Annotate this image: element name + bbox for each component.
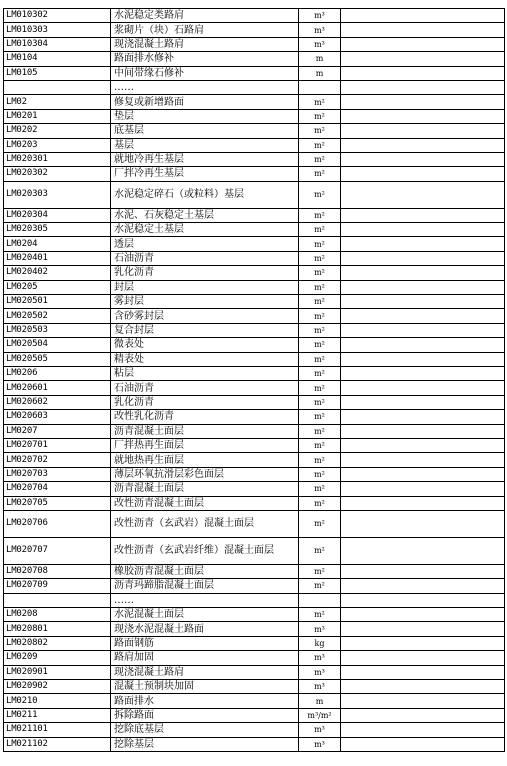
item-name-cell: 挖除底基层 xyxy=(111,723,299,737)
item-unit-cell: m xyxy=(299,66,341,80)
table-row xyxy=(4,338,505,352)
item-note-cell xyxy=(341,9,505,23)
item-note-cell xyxy=(341,208,505,222)
table-row xyxy=(4,23,505,37)
item-unit-cell: m² xyxy=(299,424,341,438)
item-name-cell: 透层 xyxy=(111,237,299,251)
table-row xyxy=(4,9,505,23)
table-row xyxy=(4,579,505,593)
table-row xyxy=(4,608,505,622)
item-note-cell xyxy=(341,651,505,665)
item-code-cell: LM010302 xyxy=(4,9,111,23)
item-code-cell: LM020603 xyxy=(4,410,111,424)
item-note-cell xyxy=(341,694,505,708)
item-unit-cell: m² xyxy=(299,251,341,265)
item-note-cell xyxy=(341,223,505,237)
item-note-cell xyxy=(341,352,505,366)
item-unit-cell: m² xyxy=(299,266,341,280)
table-row xyxy=(4,564,505,578)
item-code-cell: LM020401 xyxy=(4,251,111,265)
item-code-cell: LM020702 xyxy=(4,453,111,467)
item-name-cell: 改性沥青混凝土面层 xyxy=(111,496,299,510)
table-row xyxy=(4,309,505,323)
item-note-cell xyxy=(341,564,505,578)
item-code-cell: LM020503 xyxy=(4,323,111,337)
item-note-cell xyxy=(341,723,505,737)
item-unit-cell: m² xyxy=(299,438,341,452)
item-name-cell: 石油沥青 xyxy=(111,251,299,265)
item-unit-cell: m² xyxy=(299,482,341,496)
item-unit-cell: kg xyxy=(299,636,341,650)
item-name-cell: 沥青玛蹄脂混凝土面层 xyxy=(111,579,299,593)
table-row xyxy=(4,352,505,366)
item-note-cell xyxy=(341,381,505,395)
item-name-cell: 石油沥青 xyxy=(111,381,299,395)
table-row xyxy=(4,152,505,166)
table-row xyxy=(4,395,505,409)
item-name-cell: 混凝土预制块加固 xyxy=(111,680,299,694)
item-note-cell xyxy=(341,52,505,66)
item-note-cell xyxy=(341,295,505,309)
item-code-cell: LM0211 xyxy=(4,708,111,722)
item-code-cell: LM020305 xyxy=(4,223,111,237)
table-row xyxy=(4,694,505,708)
table-row xyxy=(4,66,505,80)
item-code-cell: LM020709 xyxy=(4,579,111,593)
item-table-body xyxy=(4,9,505,752)
item-code-cell: LM02 xyxy=(4,95,111,109)
table-row xyxy=(4,37,505,51)
item-code-cell: LM0204 xyxy=(4,237,111,251)
table-row xyxy=(4,438,505,452)
item-code-cell: LM020802 xyxy=(4,636,111,650)
item-note-cell xyxy=(341,593,505,607)
item-unit-cell: m² xyxy=(299,95,341,109)
item-note-cell xyxy=(341,37,505,51)
item-name-cell: 路肩加固 xyxy=(111,651,299,665)
item-note-cell xyxy=(341,737,505,751)
table-row xyxy=(4,467,505,481)
item-table-sheet xyxy=(3,8,504,752)
item-name-cell: 路面钢筋 xyxy=(111,636,299,650)
item-note-cell xyxy=(341,323,505,337)
item-note-cell xyxy=(341,309,505,323)
item-unit-cell: m³ xyxy=(299,737,341,751)
item-unit-cell: m² xyxy=(299,152,341,166)
table-row xyxy=(4,737,505,751)
item-unit-cell: m² xyxy=(299,181,341,208)
item-note-cell xyxy=(341,338,505,352)
item-unit-cell: m² xyxy=(299,496,341,510)
item-code-cell: LM020602 xyxy=(4,395,111,409)
item-name-cell: 路面排水修补 xyxy=(111,52,299,66)
item-unit-cell: m³ xyxy=(299,23,341,37)
item-code-cell: LM020304 xyxy=(4,208,111,222)
item-note-cell xyxy=(341,167,505,181)
item-note-cell xyxy=(341,579,505,593)
table-row xyxy=(4,510,505,537)
item-unit-cell: m² xyxy=(299,381,341,395)
item-code-cell: LM0206 xyxy=(4,366,111,380)
item-note-cell xyxy=(341,124,505,138)
item-name-cell: 微表处 xyxy=(111,338,299,352)
item-note-cell xyxy=(341,266,505,280)
item-code-cell xyxy=(4,80,111,94)
item-code-cell: LM0104 xyxy=(4,52,111,66)
item-name-cell: 沥青混凝土面层 xyxy=(111,424,299,438)
item-code-cell: LM0202 xyxy=(4,124,111,138)
table-row xyxy=(4,124,505,138)
item-unit-cell: m³/m² xyxy=(299,708,341,722)
table-row xyxy=(4,138,505,152)
item-name-cell: 橡胶沥青混凝土面层 xyxy=(111,564,299,578)
item-unit-cell: m xyxy=(299,52,341,66)
item-code-cell: LM0210 xyxy=(4,694,111,708)
item-code-cell: LM020302 xyxy=(4,167,111,181)
item-name-cell: 修复或新增路面 xyxy=(111,95,299,109)
item-note-cell xyxy=(341,152,505,166)
item-note-cell xyxy=(341,510,505,537)
item-unit-cell: m² xyxy=(299,280,341,294)
item-unit-cell: m³ xyxy=(299,665,341,679)
item-unit-cell: m² xyxy=(299,537,341,564)
table-row xyxy=(4,366,505,380)
item-name-cell: 复合封层 xyxy=(111,323,299,337)
item-code-cell: LM020502 xyxy=(4,309,111,323)
item-code-cell: LM020708 xyxy=(4,564,111,578)
table-row xyxy=(4,537,505,564)
item-name-cell: 沥青混凝土面层 xyxy=(111,482,299,496)
item-name-cell: 就地热再生面层 xyxy=(111,453,299,467)
item-note-cell xyxy=(341,708,505,722)
item-name-cell: …… xyxy=(111,593,299,607)
table-row xyxy=(4,95,505,109)
item-note-cell xyxy=(341,482,505,496)
item-note-cell xyxy=(341,438,505,452)
item-code-cell: LM0205 xyxy=(4,280,111,294)
item-unit-cell: m² xyxy=(299,608,341,622)
item-name-cell: 厂拌热再生面层 xyxy=(111,438,299,452)
item-code-cell: LM0201 xyxy=(4,109,111,123)
table-row xyxy=(4,237,505,251)
table-row xyxy=(4,266,505,280)
item-note-cell xyxy=(341,138,505,152)
item-note-cell xyxy=(341,410,505,424)
table-row xyxy=(4,651,505,665)
item-code-cell: LM020701 xyxy=(4,438,111,452)
item-name-cell: 改性乳化沥青 xyxy=(111,410,299,424)
item-code-cell: LM0207 xyxy=(4,424,111,438)
item-unit-cell: m³ xyxy=(299,723,341,737)
item-name-cell: 厂拌冷再生基层 xyxy=(111,167,299,181)
item-code-cell: LM020705 xyxy=(4,496,111,510)
item-code-cell: LM0208 xyxy=(4,608,111,622)
table-row xyxy=(4,636,505,650)
item-code-cell: LM021101 xyxy=(4,723,111,737)
item-unit-cell: m² xyxy=(299,124,341,138)
item-code-cell: LM010303 xyxy=(4,23,111,37)
table-row xyxy=(4,723,505,737)
item-code-cell: LM021102 xyxy=(4,737,111,751)
item-name-cell: 水泥稳定土基层 xyxy=(111,223,299,237)
item-note-cell xyxy=(341,366,505,380)
table-row xyxy=(4,593,505,607)
item-note-cell xyxy=(341,467,505,481)
table-row xyxy=(4,622,505,636)
item-code-cell: LM020902 xyxy=(4,680,111,694)
table-row xyxy=(4,109,505,123)
item-unit-cell: m² xyxy=(299,395,341,409)
item-note-cell xyxy=(341,23,505,37)
item-name-cell: 粘层 xyxy=(111,366,299,380)
item-note-cell xyxy=(341,109,505,123)
item-code-cell: LM020801 xyxy=(4,622,111,636)
item-code-cell: LM020704 xyxy=(4,482,111,496)
item-name-cell: 浆砌片（块）石路肩 xyxy=(111,23,299,37)
table-row xyxy=(4,52,505,66)
table-row xyxy=(4,424,505,438)
item-unit-cell: m² xyxy=(299,237,341,251)
item-code-cell: LM020703 xyxy=(4,467,111,481)
item-note-cell xyxy=(341,665,505,679)
table-row xyxy=(4,295,505,309)
item-name-cell: 现浇混凝土路肩 xyxy=(111,665,299,679)
item-unit-cell: m² xyxy=(299,467,341,481)
item-name-cell: 现浇混凝土路肩 xyxy=(111,37,299,51)
item-name-cell: 水泥、石灰稳定土基层 xyxy=(111,208,299,222)
item-unit-cell: m² xyxy=(299,579,341,593)
table-row xyxy=(4,323,505,337)
item-name-cell: 基层 xyxy=(111,138,299,152)
item-note-cell xyxy=(341,636,505,650)
table-row xyxy=(4,482,505,496)
item-name-cell: 就地冷再生基层 xyxy=(111,152,299,166)
table-row xyxy=(4,708,505,722)
item-code-cell: LM020504 xyxy=(4,338,111,352)
item-name-cell: 路面排水 xyxy=(111,694,299,708)
item-note-cell xyxy=(341,608,505,622)
table-row xyxy=(4,680,505,694)
item-unit-cell: m² xyxy=(299,510,341,537)
item-name-cell: 改性沥青（玄武岩纤维）混凝土面层 xyxy=(111,537,299,564)
item-note-cell xyxy=(341,251,505,265)
item-unit-cell: m² xyxy=(299,564,341,578)
item-unit-cell: m² xyxy=(299,109,341,123)
item-code-cell: LM0203 xyxy=(4,138,111,152)
item-unit-cell: m xyxy=(299,694,341,708)
item-name-cell: 拆除路面 xyxy=(111,708,299,722)
table-row xyxy=(4,167,505,181)
item-note-cell xyxy=(341,280,505,294)
item-name-cell: 中间带缘石修补 xyxy=(111,66,299,80)
item-code-cell: LM020303 xyxy=(4,181,111,208)
item-name-cell: 改性沥青（玄武岩）混凝土面层 xyxy=(111,510,299,537)
item-note-cell xyxy=(341,95,505,109)
item-code-cell: LM020707 xyxy=(4,537,111,564)
item-unit-cell: m³ xyxy=(299,680,341,694)
item-note-cell xyxy=(341,181,505,208)
item-note-cell xyxy=(341,680,505,694)
item-unit-cell: m³ xyxy=(299,37,341,51)
item-name-cell: 乳化沥青 xyxy=(111,266,299,280)
item-note-cell xyxy=(341,395,505,409)
item-code-cell: LM010304 xyxy=(4,37,111,51)
table-row xyxy=(4,453,505,467)
item-unit-cell: m³ xyxy=(299,9,341,23)
item-note-cell xyxy=(341,537,505,564)
item-note-cell xyxy=(341,80,505,94)
item-code-cell: LM020901 xyxy=(4,665,111,679)
table-row xyxy=(4,665,505,679)
item-table xyxy=(3,8,505,752)
table-row xyxy=(4,181,505,208)
item-code-cell: LM020301 xyxy=(4,152,111,166)
item-unit-cell xyxy=(299,80,341,94)
item-unit-cell: m³ xyxy=(299,622,341,636)
item-unit-cell: m² xyxy=(299,366,341,380)
item-name-cell: 乳化沥青 xyxy=(111,395,299,409)
item-name-cell: 精表处 xyxy=(111,352,299,366)
item-unit-cell: m² xyxy=(299,167,341,181)
table-row xyxy=(4,208,505,222)
item-unit-cell: m² xyxy=(299,410,341,424)
item-name-cell: 水泥稳定类路肩 xyxy=(111,9,299,23)
item-code-cell: LM020501 xyxy=(4,295,111,309)
item-note-cell xyxy=(341,453,505,467)
item-note-cell xyxy=(341,496,505,510)
item-name-cell: 现浇水泥混凝土路面 xyxy=(111,622,299,636)
item-unit-cell: m² xyxy=(299,295,341,309)
item-code-cell xyxy=(4,593,111,607)
item-code-cell: LM0105 xyxy=(4,66,111,80)
item-code-cell: LM020505 xyxy=(4,352,111,366)
item-name-cell: …… xyxy=(111,80,299,94)
item-note-cell xyxy=(341,237,505,251)
table-row xyxy=(4,381,505,395)
item-unit-cell: m³ xyxy=(299,651,341,665)
table-row xyxy=(4,410,505,424)
item-name-cell: 水泥稳定碎石（或粒料）基层 xyxy=(111,181,299,208)
item-unit-cell: m² xyxy=(299,223,341,237)
item-name-cell: 薄层环氧抗滑层彩色面层 xyxy=(111,467,299,481)
item-name-cell: 含砂雾封层 xyxy=(111,309,299,323)
item-name-cell: 底基层 xyxy=(111,124,299,138)
item-note-cell xyxy=(341,66,505,80)
table-row xyxy=(4,80,505,94)
item-note-cell xyxy=(341,424,505,438)
item-code-cell: LM020706 xyxy=(4,510,111,537)
item-unit-cell: m² xyxy=(299,309,341,323)
item-name-cell: 垫层 xyxy=(111,109,299,123)
item-note-cell xyxy=(341,622,505,636)
table-row xyxy=(4,280,505,294)
item-unit-cell xyxy=(299,593,341,607)
item-unit-cell: m² xyxy=(299,138,341,152)
table-row xyxy=(4,251,505,265)
item-name-cell: 雾封层 xyxy=(111,295,299,309)
item-name-cell: 水泥混凝土面层 xyxy=(111,608,299,622)
item-unit-cell: m² xyxy=(299,352,341,366)
item-unit-cell: m² xyxy=(299,453,341,467)
item-code-cell: LM020402 xyxy=(4,266,111,280)
item-name-cell: 挖除基层 xyxy=(111,737,299,751)
item-name-cell: 封层 xyxy=(111,280,299,294)
item-code-cell: LM020601 xyxy=(4,381,111,395)
item-code-cell: LM0209 xyxy=(4,651,111,665)
item-unit-cell: m² xyxy=(299,338,341,352)
table-row xyxy=(4,496,505,510)
table-row xyxy=(4,223,505,237)
item-unit-cell: m² xyxy=(299,208,341,222)
item-unit-cell: m² xyxy=(299,323,341,337)
